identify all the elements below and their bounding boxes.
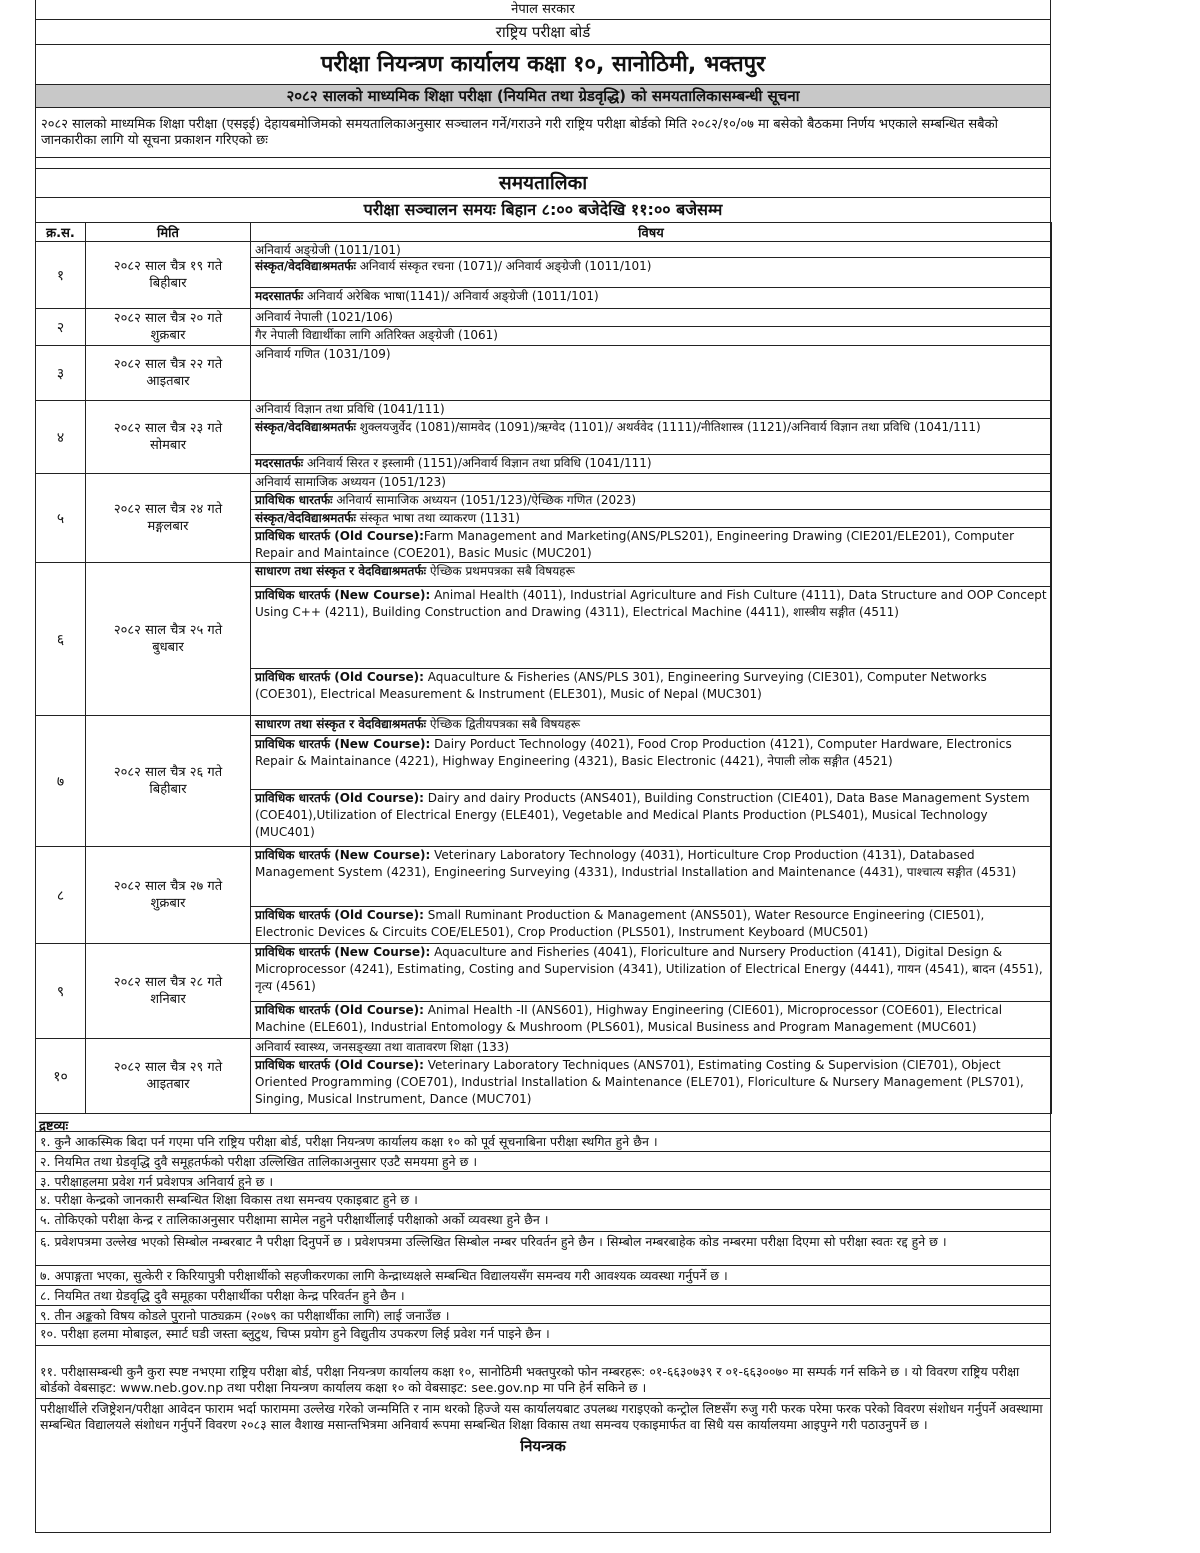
subject-stream-label: साधारण तथा संस्कृत र वेदविद्याश्रमतर्फः [255,717,427,731]
row-serial: ८ [36,847,86,944]
note-item: १. कुनै आकस्मिक बिदा पर्न गएमा पनि राष्ट्रिय परीक्षा बोर्ड, परीक्षा नियन्त्रण कार्यालय कक्षा १० को पूर्व सूचनाबिना परीक्षा स्थगित हुने छैन । [36,1132,1050,1152]
table-row [36,944,1052,1039]
row-date-cell [86,1039,251,1114]
row-day: बुधबार [152,640,184,655]
row-day: सोमबार [149,438,187,453]
subject-stream-label: प्राविधिक धारतर्फ (New Course): [255,848,431,862]
subject-entry [251,1039,1051,1057]
row-day: आइतबार [146,374,190,389]
row-date: २०८२ साल चैत्र २४ गते [113,502,223,517]
schedule-body [36,242,1052,1114]
subject-text: अनिवार्य अङ्ग्रेजी (1011/101) [255,243,401,257]
note-item: ४. परीक्षा केन्द्रको जानकारी सम्बन्धित शिक्षा विकास तथा समन्वय एकाइबाट हुने छ । [36,1190,1050,1210]
table-row [36,401,1052,474]
col-header-sn: क्र.स. [36,223,86,242]
subject-text: अनिवार्य संस्कृत रचना (1071)/ अनिवार्य अङ्ग्रेजी (1011/101) [355,259,652,273]
note-item: ७. अपाङ्गता भएका, सुत्केरी र किरियापुत्री परीक्षार्थीको सहजीकरणका लागि केन्द्राध्यक्षले सम्बन्धित विद्यालयसँग समन्वय गरी आवश्यक व्यवस्था गर्नुपर्ने छ । [36,1266,1050,1286]
subject-entry [251,847,1051,907]
note-item: ८. नियमित तथा ग्रेडवृद्धि दुवै समूहका परीक्षार्थीका परीक्षा केन्द्र परिवर्तन हुने छैन । [36,1286,1050,1306]
subject-stream-label: प्राविधिक धारतर्फ (New Course): [255,737,431,751]
table-row [36,1039,1052,1114]
subject-text: Aquaculture & Fisheries (ANS/PLS 301), Engineering Surveying (CIE301), Computer Networks (COE301), Electrical Measurement & Instrument (ELE301), Music of Nepal (MUC301) [255,670,987,701]
subject-text: अनिवार्य सामाजिक अध्ययन (1051/123)/ऐच्छिक गणित (2023) [332,493,637,507]
subject-text: ऐच्छिक द्वितीयपत्रका सबै विषयहरू [426,717,581,731]
row-serial: २ [36,309,86,346]
subject-stream-label: प्राविधिक धारतर्फ (Old Course): [255,791,424,805]
notice-title: २०८२ सालको माध्यमिक शिक्षा परीक्षा (नियमित तथा ग्रेडवृद्धि) को समयतालिकासम्बन्धी सूचना [36,85,1050,108]
row-date: २०८२ साल चैत्र २० गते [113,311,223,326]
subject-entry [251,419,1051,455]
subject-stream-label: प्राविधिक धारतर्फ (Old Course): [255,1058,424,1072]
subject-text: अनिवार्य नेपाली (1021/106) [255,310,393,324]
row-day: आइतबार [146,1077,190,1092]
note-item: २. नियमित तथा ग्रेडवृद्धि दुवै समूहतर्फको परीक्षा उल्लिखित तालिकाअनुसार एउटै समयमा हुने छ । [36,1152,1050,1172]
row-date-cell [86,474,251,563]
subject-entry [251,528,1051,562]
government-name: नेपाल सरकार [36,0,1050,20]
subject-text: संस्कृत भाषा तथा व्याकरण (1131) [355,511,520,525]
subject-entry [251,944,1051,1002]
subject-text: Small Ruminant Production & Management (ANS501), Water Resource Engineering (CIE501), Electronic Devices & Circuits COE/ELE501), Crop Production (PLS501), Instrument Keyboard (MUC501) [255,908,985,939]
row-subjects [251,401,1052,474]
row-day: शुक्रबार [150,896,186,911]
subject-text: अनिवार्य स्वास्थ्य, जनसङ्ख्या तथा वातावरण शिक्षा (133) [255,1040,510,1054]
board-name: राष्ट्रिय परीक्षा बोर्ड [36,20,1050,45]
subject-entry [251,401,1051,419]
subject-text: शुक्लयजुर्वेद (1081)/सामवेद (1091)/ऋग्वेद (1101)/ अथर्ववेद (1111)/नीतिशास्त्र (1121)/अनिवार्य विज्ञान तथा प्रविधि (1041/111) [355,420,981,434]
subject-entry [251,327,1051,345]
correction-note: परीक्षार्थीले रजिष्ट्रेशन/परीक्षा आवेदन फाराम भर्दा फाराममा उल्लेख गरेको जन्ममिति र नाम थरको हिज्जे यस कार्यालयबाट उपलब्ध गराइएको कन्ट्रोल लिष्टसँग रुजु गरी फरक परेमा फरक परेको विवरण संशोधन गर्नुपर्ने अवस्थामा सम्बन्धित विद्यालयले संशोधन गर्नुपर्ने विवरण २०८३ साल वैशाख मसान्तभित्रमा अनिवार्य रूपमा सम्बन्धित शिक्षा विकास तथा समन्वय एकाइमार्फत वा सिधै यस कार्यालयमा आइपुग्ने गरी पठाउनुपर्ने छ । [36,1398,1050,1435]
subject-text: अनिवार्य विज्ञान तथा प्रविधि (1041/111) [255,402,445,416]
row-day: मङ्गलबार [147,519,189,534]
note-item: १०. परीक्षा हलमा मोबाइल, स्मार्ट घडी जस्ता ब्लुटुथ, चिप्स प्रयोग हुने विद्युतीय उपकरण लिई प्रवेश गर्न पाइने छैन । [36,1324,1050,1346]
table-row [36,847,1052,944]
table-row [36,474,1052,563]
table-row [36,309,1052,346]
subject-entry [251,587,1051,669]
subject-text: Aquaculture and Fisheries (4041), Floriculture and Nursery Production (4141), Digital Design & Microprocessor (4241), Estimating, Costing and Supervision (4341), Utilization of Electrical Energy (4441), गायन (4541), बादन (4551), नृत्य (4561) [255,945,1043,993]
row-date: २०८२ साल चैत्र १९ गते [113,259,223,274]
row-date: २०८२ साल चैत्र २७ गते [113,879,223,894]
subject-entry [251,510,1051,528]
row-subjects [251,847,1052,944]
table-row [36,346,1052,401]
subject-stream-label: प्राविधिक धारतर्फ (New Course): [255,588,431,602]
row-subjects [251,242,1052,309]
row-serial: ४ [36,401,86,474]
subject-entry [251,790,1051,846]
row-date-cell [86,309,251,346]
subject-entry [251,288,1051,308]
exam-time: परीक्षा सञ्चालन समयः बिहान ८:०० बजेदेखि ११:०० बजेसम्म [363,200,723,219]
subject-stream-label: संस्कृत/वेदविद्याश्रमतर्फः [255,511,356,525]
col-header-date: मिति [86,223,251,242]
row-date: २०८२ साल चैत्र २५ गते [113,623,223,638]
row-date-cell [86,346,251,401]
row-serial: ९ [36,944,86,1039]
row-subjects [251,346,1052,401]
note-item: ९. तीन अङ्कको विषय कोडले पुरानो पाठ्यक्रम (२०७९ का परीक्षार्थीका लागि) लाई जनाउँछ । [36,1306,1050,1324]
row-day: बिहीबार [149,782,187,797]
row-date-cell [86,847,251,944]
subject-stream-label: प्राविधिक धारतर्फः [255,493,333,507]
row-subjects [251,716,1052,847]
subject-text: Animal Health -II (ANS601), Highway Engineering (CIE601), Microprocessor (COE601), Electrical Machine (ELE601), Industrial Entomology & Mushroom (PLS601), Musical Business and Program Management (MUC601) [255,1003,1003,1034]
office-name: परीक्षा नियन्त्रण कार्यालय कक्षा १०, सानोठिमी, भक्तपुर [36,45,1050,85]
subject-text: गैर नेपाली विद्यार्थीका लागि अतिरिक्त अङ्ग्रेजी (1061) [255,328,498,342]
row-serial: १० [36,1039,86,1114]
col-header-subject: विषय [251,223,1052,242]
row-date: २०८२ साल चैत्र २६ गते [113,765,223,780]
row-serial: ७ [36,716,86,847]
subject-entry [251,492,1051,510]
table-row [36,716,1052,847]
row-date: २०८२ साल चैत्र २८ गते [113,975,223,990]
subject-entry [251,669,1051,715]
subject-stream-label: मदरसातर्फः [255,289,304,303]
subject-entry [251,455,1051,473]
schedule-title: समयतालिका [36,169,1050,198]
subject-text: अनिवार्य अरेबिक भाषा(1141)/ अनिवार्य अङ्ग्रेजी (1011/101) [303,289,599,303]
row-date: २०८२ साल चैत्र २३ गते [113,421,223,436]
subject-stream-label: संस्कृत/वेदविद्याश्रमतर्फः [255,259,356,273]
subject-stream-label: मदरसातर्फः [255,456,304,470]
row-date-cell [86,401,251,474]
notes-section [36,1114,1050,1435]
subject-entry [251,474,1051,492]
row-subjects [251,474,1052,563]
row-date: २०८२ साल चैत्र २२ गते [113,357,223,372]
subject-entry [251,242,1051,258]
row-subjects [251,1039,1052,1114]
contact-note: ११. परीक्षासम्बन्धी कुनै कुरा स्पष्ट नभएमा राष्ट्रिय परीक्षा बोर्ड, परीक्षा नियन्त्रण कार्यालय कक्षा १०, सानोठिमी भक्तपुरको फोन नम्बरहरू: ०१-६६३०७३९ र ०१-६६३००७० मा सम्पर्क गर्न सकिने छ । यो विवरण राष्ट्रिय परीक्षा बोर्डको वेबसाइट: www.neb.gov.np तथा परीक्षा नियन्त्रण कार्यालय कक्षा १० को वेबसाइट: see.gov.np मा पनि हेर्न सकिने छ । [40,1364,1020,1395]
row-date-cell [86,716,251,847]
subject-entry [251,907,1051,943]
subject-text: अनिवार्य सिरत र इस्लामी (1151)/अनिवार्य विज्ञान तथा प्रविधि (1041/111) [303,456,652,470]
subject-entry [251,736,1051,790]
subject-stream-label: प्राविधिक धारतर्फ (Old Course): [255,1003,424,1017]
row-serial: ६ [36,563,86,716]
row-day: बिहीबार [149,276,187,291]
subject-entry [251,716,1051,736]
subject-text: ऐच्छिक प्रथमपत्रका सबै विषयहरू [426,564,575,578]
row-date-cell [86,944,251,1039]
subject-entry [251,1057,1051,1113]
note-item: ५. तोकिएको परीक्षा केन्द्र र तालिकाअनुसार परीक्षामा सामेल नहुने परीक्षार्थीलाई परीक्षाको अर्को व्यवस्था हुने छैन । [36,1210,1050,1232]
subject-text: Animal Health (4011), Industrial Agriculture and Fish Culture (4111), Data Structure and OOP Concept Using C++ (4211), Building Construction and Drawing (4311), Electrical Machine (4411), शास्त्रीय सङ्गीत (4511) [255,588,1047,619]
table-row [36,563,1052,716]
row-subjects [251,944,1052,1039]
subject-text: Farm Management and Marketing(ANS/PLS201), Engineering Drawing (CIE201/ELE201), Computer Repair and Maintaince (COE201), Basic Music (MUC201) [255,529,1015,560]
subject-text: अनिवार्य सामाजिक अध्ययन (1051/123) [255,475,446,489]
row-serial: ५ [36,474,86,563]
subject-text: Dairy and dairy Products (ANS401), Building Construction (CIE401), Data Base Management System (COE401),Utilization of Electrical Energy (ELE401), Vegetable and Medical Plants Production (PLS401), Musical Technology (MUC401) [255,791,1030,839]
intro-paragraph: २०८२ सालको माध्यमिक शिक्षा परीक्षा (एसइई) देहायबमोजिमको समयतालिकाअनुसार सञ्चालन गर्ने/गराउने गरी राष्ट्रिय परीक्षा बोर्डको मिति २०८२/१०/०७ मा बसेको बैठकमा निर्णय भएकाले सम्बन्धित सबैको जानकारीका लागि यो सूचना प्रकाशन गरिएको छः [36,108,1050,158]
notice-document [35,0,1051,1533]
table-row [36,242,1052,309]
subject-entry [251,1002,1051,1038]
subject-stream-label: प्राविधिक धारतर्फ (Old Course): [255,529,424,543]
notes-heading: द्रष्टव्यः [36,1114,1050,1132]
subject-entry [251,346,1051,400]
subject-text: Dairy Porduct Technology (4021), Food Crop Production (4121), Computer Hardware, Electronics Repair & Maintainance (4221), Highway Engineering (4321), Basic Electronic (4421), नेपाली लोक सङ्गीत (4521) [255,737,1012,768]
subject-text: Veterinary Laboratory Techniques (ANS701), Estimating Costing & Supervision (CIE701), Object Oriented Programming (COE701), Industrial Installation & Maintenance (ELE701), Floriculture & Nursery Management (PLS701), Singing, Musical Instrument, Dance (MUC701) [255,1058,1024,1106]
row-subjects [251,563,1052,716]
subject-stream-label: साधारण तथा संस्कृत र वेदविद्याश्रमतर्फः [255,564,427,578]
subject-entry [251,309,1051,327]
row-subjects [251,309,1052,346]
subject-stream-label: प्राविधिक धारतर्फ (Old Course): [255,908,424,922]
signature: नियन्त्रक [520,1437,566,1455]
row-date-cell [86,242,251,309]
schedule-table [35,222,1052,1114]
note-item: ३. परीक्षाहलमा प्रवेश गर्न प्रवेशपत्र अनिवार्य हुने छ । [36,1172,1050,1190]
subject-stream-label: प्राविधिक धारतर्फ (New Course): [255,945,431,959]
subject-stream-label: प्राविधिक धारतर्फ (Old Course): [255,670,424,684]
subject-text: Veterinary Laboratory Technology (4031), Horticulture Crop Production (4131), Databased Management System (4231), Engineering Surveying (4331), Industrial Installation and Maintenance (4431), पाश्चात्य सङ्गीत (4531) [255,848,1017,879]
row-day: शुक्रबार [150,328,186,343]
subject-entry [251,258,1051,288]
notes-list [36,1132,1050,1346]
row-day: शनिबार [150,992,186,1007]
subject-entry [251,563,1051,587]
row-serial: ३ [36,346,86,401]
table-header-row [36,223,1052,242]
row-serial: १ [36,242,86,309]
note-item: ६. प्रवेशपत्रमा उल्लेख भएको सिम्बोल नम्बरबाट नै परीक्षा दिनुपर्ने छ । प्रवेशपत्रमा उल्लिखित सिम्बोल नम्बर परिवर्तन हुने छैन । सिम्बोल नम्बरबाहेक कोड नम्बरमा परीक्षा दिएमा सो परीक्षा स्वतः रद्द हुने छ । [36,1232,1050,1266]
row-date-cell [86,563,251,716]
row-date: २०८२ साल चैत्र २९ गते [113,1060,223,1075]
subject-text: अनिवार्य गणित (1031/109) [255,347,391,361]
subject-stream-label: संस्कृत/वेदविद्याश्रमतर्फः [255,420,356,434]
spacer [36,158,1050,169]
